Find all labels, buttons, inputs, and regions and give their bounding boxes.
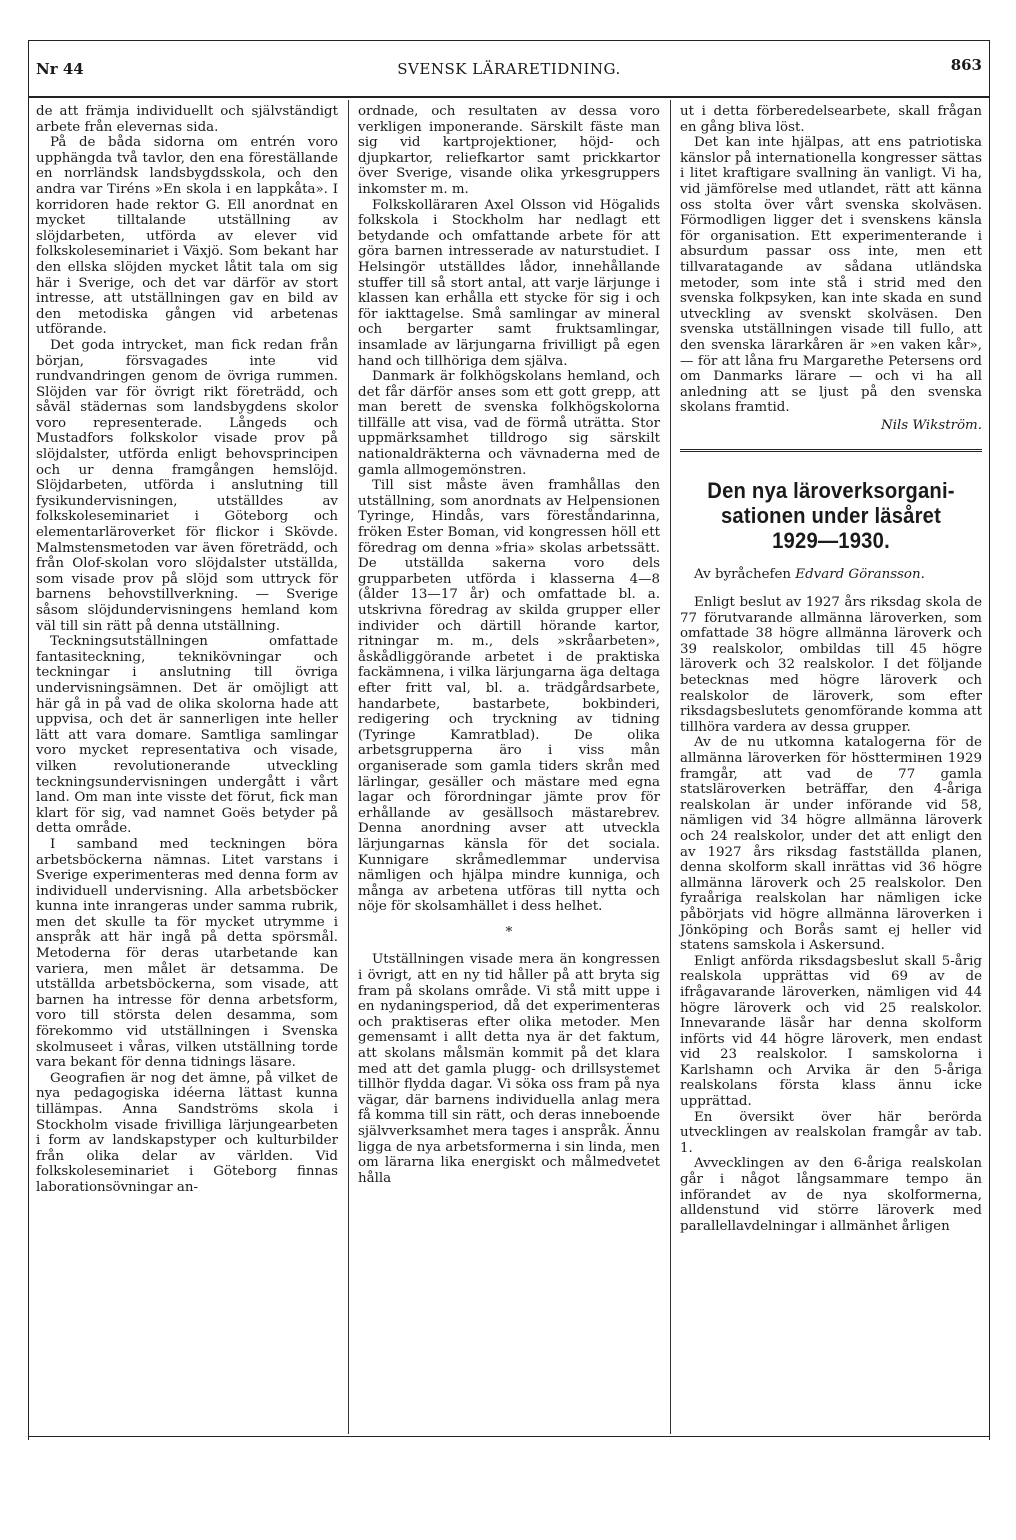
paragraph: Avvecklingen av den 6-åriga realskolan går i något långsammare tempo än införandet av de nya skolformerna, alldenstund vid större läroverk med parallellavdelningar i allmänhet årligen: [680, 1156, 982, 1234]
paragraph: I samband med teckningen böra arbetsböckerna nämnas. Litet varstans i Sverige experimenteras med denna form av individuell undervisning. Alla arbetsböcker kunna inte inrangeras under samma rubrik, men det skulle ta för mycket utrymme i anspråk att här ingå på detta spörsmål. Metoderna för deras utarbetande kan variera, men målet är detsamma. De utställda arbetsböckerna, som visade, att barnen ha intresse för denna arbetsform, voro till största delen desamma, som förekommo vid utställningen i Svenska skolmuseet i våras, vilken utställning torde vara bekant för denna tidnings läsare.: [36, 836, 338, 1071]
paragraph: På de båda sidorna om entrén voro upphängda två tavlor, den ena föreställande en norrländsk landsbygdsskola, och den andra var Tiréns »En skola i en lappkåta». I korridoren hade rektor G. Ell anordnat en mycket tilltalande utställning av slöjdarbeten, utförda av elever vid folkskoleseminariet i Växjö. Som bekant har den ellska slöjden mycket låtit tala om sig här i Sverige, och det var därför av stort intresse, att utställningen gav en bild av den metodiska gången vid arbetenas utförande.: [36, 135, 338, 338]
column-1: [36, 104, 338, 1196]
paragraph: Till sist måste även framhållas den utställning, som anordnats av Helpensionen Tyringe, Hindås, vars föreståndarinna, fröken Ester Boman, vid kongressen höll ett föredrag om denna »fria» skolas arbetssätt. De utställda sakerna voro dels grupparbeten utförda i klasserna 4—8 (ålder 13—17 år) och omfattade bl. a. utskrivna föredrag av skilda grupper eller individer och därtill hörande kartor, ritningar m. m., dels »skråarbeten», åskådliggörande arbetet i de praktiska fackämnena, i vilka lärjungarna äga deltaga efter fritt val, bl. a. trädgårdsarbete, handarbete, bastarbete, bokbinderi, redigering och tryckning av tidning (Tyringe Kamratblad). De olika arbetsgrupperna äro i viss mån organiserade som gamla tiders skrån med lärlingar, gesäller och mästare med egna lagar och förordningar jämte prov för erhållande av gesällsoch mästarebrev. Denna anordning avser att utveckla lärjungarnas känsla för det sociala. Kunnigare skråmedlemmar undervisa nämligen och hjälpa mindre kunniga, och många av arbetena utföras till nytta och nöje för skolsamhället i dess helhet.: [358, 478, 660, 915]
paragraph: Utställningen visade mera än kongressen i övrigt, att en ny tid håller på att bryta sig fram på skolans område. Vi stå mitt uppe i en nydaningsperiod, då det experimenteras och praktiseras efter olika metoder. Men gemensamt i allt detta nya är det faktum, att skolans målsmän kommit på det klara med att det gamla plugg- och drillsystemet tillhör flydda dagar. Vi söka oss fram på nya vägar, där barnens individuella anlag mera få komma till sin rätt, och deras inneboende självverksamhet mera tages i anspråk. Ännu ligga de nya arbetsformerna i sin linda, men om lärarna lika energiskt och målmedvetet hålla: [358, 952, 660, 1186]
author-signature: Nils Wikström.: [880, 417, 982, 433]
headline-line: sationen under läsåret: [720, 503, 941, 529]
column-2: [358, 104, 660, 1186]
paragraph: ordnade, och resultaten av dessa voro verkligen imponerande. Särskilt fäste man sig vid kartprojektioner, höjd- och djupkartor, reliefkartor samt prickkartor över Sverige, visande olika yrkesgruppers inkomster m. m.: [358, 104, 660, 197]
paragraph: ut i detta förberedelsearbete, skall frågan en gång bliva löst.: [680, 104, 982, 135]
page-header: [36, 56, 982, 86]
issue-number: Nr 44: [36, 60, 84, 78]
paragraph: de att främja individuellt och självständigt arbete från elevernas sida.: [36, 104, 338, 135]
column-3: [680, 104, 982, 1234]
header-rule: [28, 96, 990, 98]
headline-line: 1929—1930.: [772, 528, 890, 554]
paragraph: Av de nu utkomna katalogerna för de allmänna läroverken för hösttermінen 1929 framgår, att vad de 77 gamla statsläroverken beträffar, den 4-åriga realskolan är under införande vid 58, nämligen vid 34 högre allmänna läroverk och 24 realskolor, under det att enligt den av 1927 års riksdag fastställda planen, denna skolform skall inrättas vid 36 högre allmänna läroverk och 25 realskolor. Den fyraåriga realskolan har nämligen icke påbörjats vid högre allmänna läroverken i Jönköping och Borås samt ej heller vid statens samskola i Askersund.: [680, 735, 982, 954]
paragraph: Det kan inte hjälpas, att ens patriotiska känslor på internationella kongresser sättas i litet kraftigare svallning än vanligt. Vi ha, vid jämförelse med utlandet, rätt att känna oss stolta över vårt svenska skolväsen. Förmodligen ligger det i svenskens känsla för organisation. Ett experimenterande i absurdum passar oss inte, men ett tillvaratagande av sådana utländska metoder, som inte stå i strid med den svenska folkpsyken, kan inte skada en sund utveckling av svenskt skolväsen. Den svenska utställningen visade till fullo, att den svenska lärarkåren är »en vaken kår», — för att låna fru Margarethe Petersens ord om Danmarks lärare — och vi ha all anledning att se ljust på den svenska skolans framtid.: [680, 135, 982, 416]
paragraph: Enligt beslut av 1927 års riksdag skola de 77 förutvarande allmänna läroverken, som omfattade 38 högre allmänna läroverk och 39 realskolor, ombildas till 45 högre läroverk och 32 realskolor. I det följande betecknas med högre läroverk och realskolor de läroverk, som efter riksdagsbeslutets genomförande komma att tillhöra vardera av dessa grupper.: [680, 595, 982, 735]
article-headline: [692, 478, 970, 553]
byline-author: Edvard Göransson.: [795, 567, 925, 583]
article-separator-rule: [680, 449, 982, 452]
column-divider: [348, 100, 349, 1434]
paragraph: Teckningsutställningen omfattade fantasiteckning, teknikövningar och teckningar i anslutning till övriga undervisningsämnen. Det är omöjligt att här gå in på vad de olika skolorna hade att uppvisa, och det är sannerligen inte heller lätt att vara domare. Samtliga samlingar voro mycket representativa och visade, vilken revolutionerande utveckling teckningsundervisningen undergått i vårt land. Om man inte visste det förut, fick man klart för sig, vad namnet Goës betyder på detta område.: [36, 634, 338, 837]
paragraph: Geografien är nog det ämne, på vilket de nya pedagogiska idéerna lättast kunna tillämpas. Anna Sandströms skola i Stockholm visade frivilliga lärjungearbeten i form av landskapstyper och kulturbilder från olika delar av världen. Vid folkskoleseminariet i Göteborg finnas laborationsövningar an-: [36, 1070, 338, 1195]
byline-prefix: Av byråchefen: [694, 567, 792, 583]
paragraph: En översikt över här berörda utvecklingen av realskolan framgår av tab. 1.: [680, 1109, 982, 1156]
paragraph: Danmark är folkhögskolans hemland, och det får därför anses som ett gott grepp, att man berett de svenska folkhögskolorna tillfälle att visa, vad de förmå uträtta. Stor uppmärksamhet tilldrogo sig särskilt nationaldräkterna och vävnaderna med de gamla allmogemönstren.: [358, 369, 660, 478]
paragraph: Folkskolläraren Axel Olsson vid Högalids folkskola i Stockholm har nedlagt ett betydande och omfattande arbete för att göra barnen intresserade av naturstudiet. I Helsingör utställdes lådor, innehållande stuffer till så stort antal, att varje lärjunge i klassen kan erhålla ett stycke för sig i och för iakttagelse. Små samlingar av mineral och bergarter samt fruktsamlingar, insamlade av lärjungarna frivilligt på egen hand och tillhöriga dem själva.: [358, 197, 660, 369]
section-separator: *: [505, 924, 513, 940]
paragraph: Enligt anförda riksdagsbeslut skall 5-årig realskola upprättas vid 69 av de ifrågavarande läroverken, nämligen vid 44 högre läroverk och vid 25 realskolor. Innevarande läsår har denna skolform införts vid 44 högre läroverk, men endast vid 23 realskolor. I samskolorna i Karlshamn och Arvika är den 5-åriga realskolans första klass ännu icke upprättad.: [680, 953, 982, 1110]
headline-line: Den nya läroverksorgani-: [707, 478, 955, 504]
bottom-border: [28, 1436, 990, 1437]
byline: [680, 567, 982, 583]
journal-title: SVENSK LÄRARETIDNING.: [397, 60, 621, 78]
page-number: 863: [950, 56, 982, 74]
paragraph: Det goda intrycket, man fick redan från början, försvagades inte vid rundvandringen genom de övriga rummen. Slöjden var för övrigt rikt företrädd, och såväl städernas som landsbygdens skolor voro representerade. Långeds och Mustadfors folkskolor visade prov på slöjdalster, utförda enligt behovsprincipen och ur denna framgången hemslöjd. Slöjdarbeten, utförda i anslutning till fysikundervisningen, utställdes av folkskoleseminariet i Göteborg och elementarläroverket för flickor i Skövde. Malmstensmetoden var även företrädd, och från Olof-skolan voro slöjdalster utställda, som visade prov på slöjd som uttryck för barnens behovstillverkning. — Sverige såsom slöjdundervisningens hemland kom väl till sin rätt på denna utställning.: [36, 337, 338, 634]
column-divider: [670, 100, 671, 1434]
